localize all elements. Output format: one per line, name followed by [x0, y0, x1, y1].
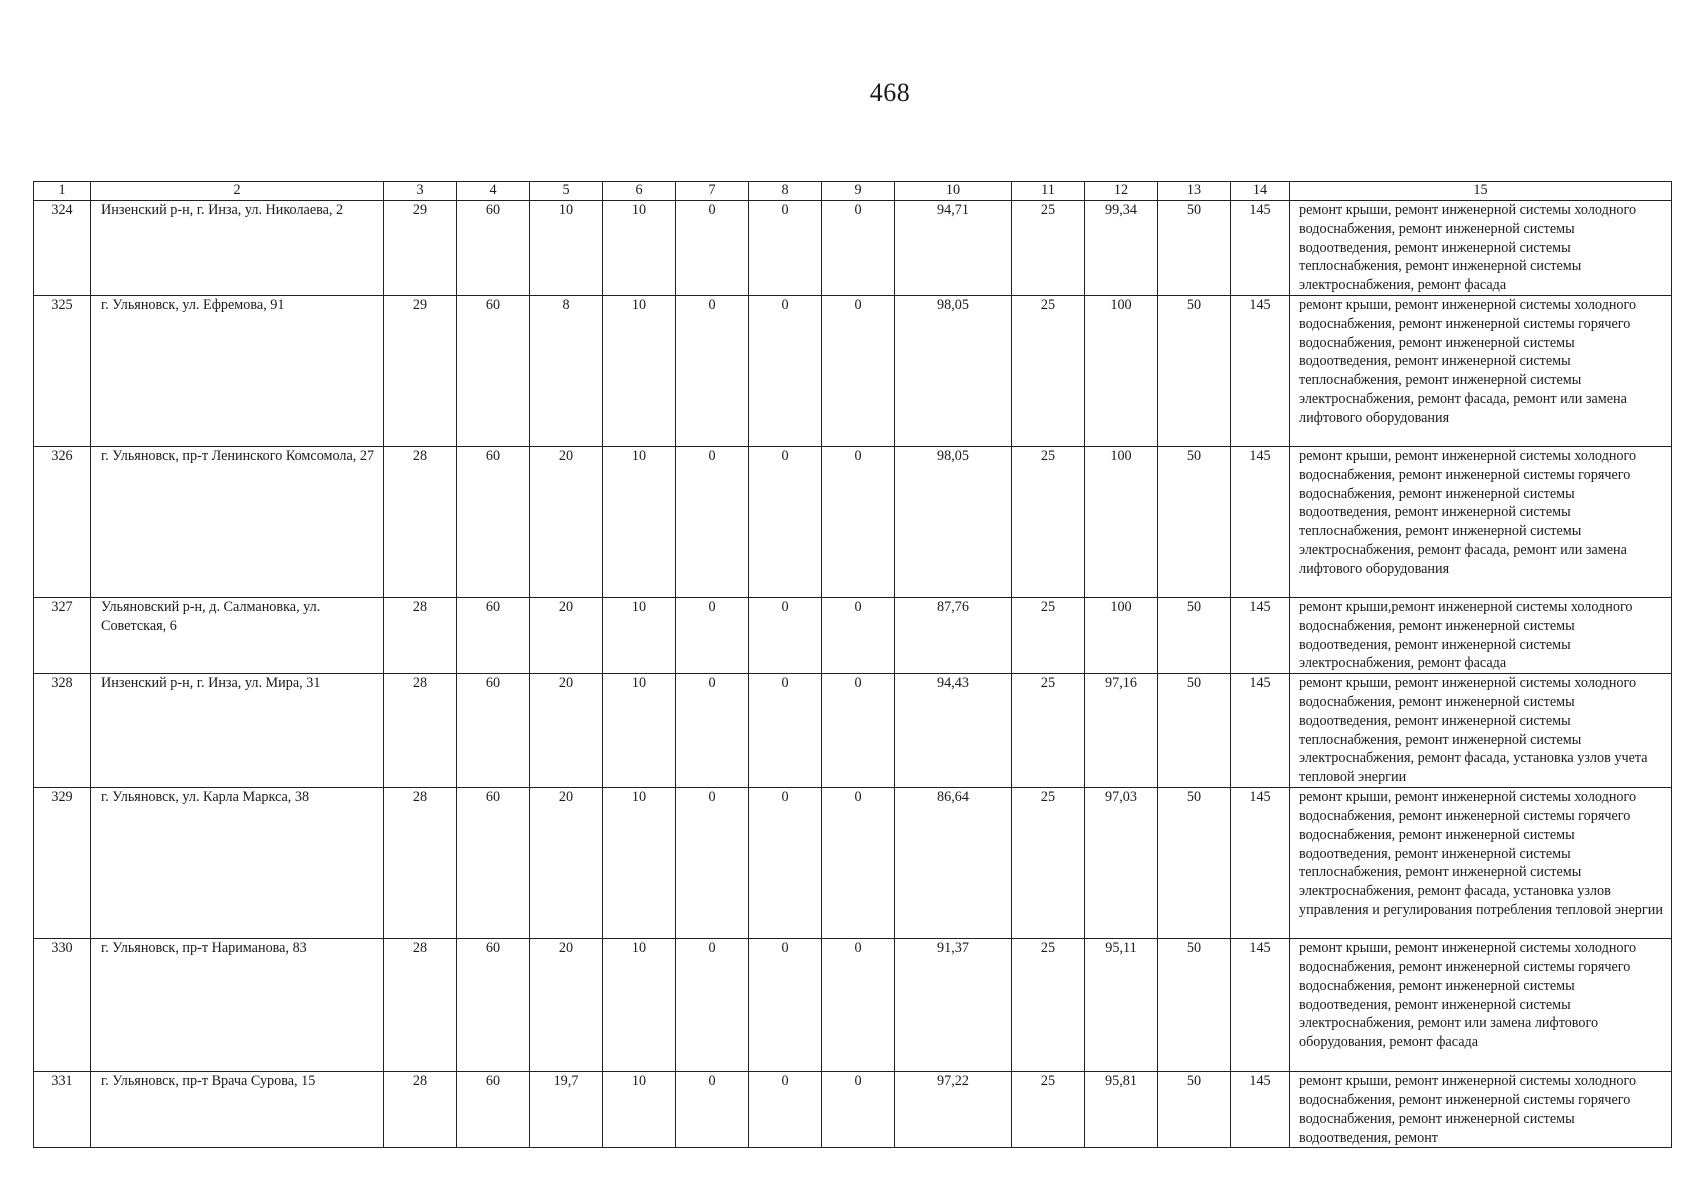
- value-cell: 28: [384, 674, 457, 788]
- value-cell: 98,05: [895, 296, 1012, 447]
- value-cell: 145: [1231, 1072, 1290, 1148]
- column-header: 6: [603, 182, 676, 201]
- value-cell: 86,64: [895, 788, 1012, 939]
- value-cell: 100: [1085, 598, 1158, 674]
- address-cell: г. Ульяновск, ул. Ефремова, 91: [91, 296, 384, 447]
- table-row: [34, 939, 1672, 1072]
- column-header: 14: [1231, 182, 1290, 201]
- value-cell: 25: [1012, 939, 1085, 1072]
- value-cell: 10: [603, 447, 676, 598]
- row-number: 325: [34, 296, 91, 447]
- value-cell: 20: [530, 447, 603, 598]
- column-header: 4: [457, 182, 530, 201]
- table-row: [34, 1072, 1672, 1148]
- value-cell: 0: [749, 674, 822, 788]
- value-cell: 60: [457, 1072, 530, 1148]
- value-cell: 60: [457, 939, 530, 1072]
- value-cell: 28: [384, 447, 457, 598]
- value-cell: 50: [1158, 939, 1231, 1072]
- value-cell: 0: [822, 201, 895, 296]
- column-header: 9: [822, 182, 895, 201]
- value-cell: 50: [1158, 447, 1231, 598]
- table-row: [34, 674, 1672, 788]
- value-cell: 60: [457, 674, 530, 788]
- table-row: [34, 447, 1672, 598]
- value-cell: 28: [384, 788, 457, 939]
- value-cell: 25: [1012, 201, 1085, 296]
- value-cell: 0: [676, 939, 749, 1072]
- value-cell: 100: [1085, 296, 1158, 447]
- value-cell: 60: [457, 788, 530, 939]
- address-cell: г. Ульяновск, пр-т Врача Сурова, 15: [91, 1072, 384, 1148]
- value-cell: 0: [749, 201, 822, 296]
- value-cell: 0: [749, 447, 822, 598]
- value-cell: 10: [530, 201, 603, 296]
- value-cell: 145: [1231, 788, 1290, 939]
- column-header: 11: [1012, 182, 1085, 201]
- value-cell: 20: [530, 598, 603, 674]
- value-cell: 29: [384, 296, 457, 447]
- value-cell: 50: [1158, 1072, 1231, 1148]
- value-cell: 94,71: [895, 201, 1012, 296]
- works-cell: ремонт крыши, ремонт инженерной системы холодного водоснабжения, ремонт инженерной системы горячего водоснабжения, ремонт инженерной системы водоотведения, ремонт инженерной системы электроснабжения, ремонт или замена лифтового оборудования, ремонт фасада: [1290, 939, 1672, 1072]
- value-cell: 50: [1158, 674, 1231, 788]
- value-cell: 97,03: [1085, 788, 1158, 939]
- value-cell: 0: [822, 598, 895, 674]
- value-cell: 60: [457, 296, 530, 447]
- value-cell: 145: [1231, 296, 1290, 447]
- value-cell: 0: [749, 939, 822, 1072]
- row-number: 330: [34, 939, 91, 1072]
- column-header: 15: [1290, 182, 1672, 201]
- row-number: 324: [34, 201, 91, 296]
- value-cell: 10: [603, 939, 676, 1072]
- value-cell: 10: [603, 1072, 676, 1148]
- value-cell: 20: [530, 788, 603, 939]
- value-cell: 29: [384, 201, 457, 296]
- value-cell: 145: [1231, 674, 1290, 788]
- value-cell: 0: [822, 939, 895, 1072]
- address-cell: г. Ульяновск, ул. Карла Маркса, 38: [91, 788, 384, 939]
- works-cell: ремонт крыши, ремонт инженерной системы холодного водоснабжения, ремонт инженерной системы водоотведения, ремонт инженерной системы теплоснабжения, ремонт инженерной системы электроснабжения, ремонт фасада, установка узлов учета тепловой энергии: [1290, 674, 1672, 788]
- value-cell: 10: [603, 598, 676, 674]
- value-cell: 0: [676, 788, 749, 939]
- value-cell: 20: [530, 939, 603, 1072]
- value-cell: 0: [822, 1072, 895, 1148]
- value-cell: 28: [384, 939, 457, 1072]
- value-cell: 25: [1012, 296, 1085, 447]
- row-number: 327: [34, 598, 91, 674]
- value-cell: 60: [457, 598, 530, 674]
- value-cell: 97,16: [1085, 674, 1158, 788]
- column-header: 13: [1158, 182, 1231, 201]
- value-cell: 0: [676, 598, 749, 674]
- column-header: 1: [34, 182, 91, 201]
- value-cell: 95,11: [1085, 939, 1158, 1072]
- value-cell: 28: [384, 1072, 457, 1148]
- value-cell: 94,43: [895, 674, 1012, 788]
- table-row: [34, 296, 1672, 447]
- column-header: 12: [1085, 182, 1158, 201]
- value-cell: 25: [1012, 447, 1085, 598]
- value-cell: 91,37: [895, 939, 1012, 1072]
- value-cell: 0: [822, 296, 895, 447]
- value-cell: 99,34: [1085, 201, 1158, 296]
- value-cell: 0: [749, 598, 822, 674]
- column-header: 8: [749, 182, 822, 201]
- works-cell: ремонт крыши, ремонт инженерной системы холодного водоснабжения, ремонт инженерной системы водоотведения, ремонт инженерной системы теплоснабжения, ремонт инженерной системы электроснабжения, ремонт фасада: [1290, 201, 1672, 296]
- works-cell: ремонт крыши, ремонт инженерной системы холодного водоснабжения, ремонт инженерной системы горячего водоснабжения, ремонт инженерной системы водоотведения, ремонт инженерной системы теплоснабжения, ремонт инженерной системы электроснабжения, ремонт фасада, ремонт или замена лифтового оборудования: [1290, 447, 1672, 598]
- value-cell: 145: [1231, 598, 1290, 674]
- address-cell: Ульяновский р-н, д. Салмановка, ул. Советская, 6: [91, 598, 384, 674]
- value-cell: 0: [749, 1072, 822, 1148]
- value-cell: 0: [676, 674, 749, 788]
- table-row: [34, 598, 1672, 674]
- value-cell: 100: [1085, 447, 1158, 598]
- row-number: 329: [34, 788, 91, 939]
- value-cell: 8: [530, 296, 603, 447]
- value-cell: 98,05: [895, 447, 1012, 598]
- value-cell: 0: [822, 788, 895, 939]
- row-number: 331: [34, 1072, 91, 1148]
- column-header: 7: [676, 182, 749, 201]
- value-cell: 50: [1158, 788, 1231, 939]
- value-cell: 0: [822, 674, 895, 788]
- value-cell: 0: [822, 447, 895, 598]
- value-cell: 145: [1231, 201, 1290, 296]
- value-cell: 0: [676, 1072, 749, 1148]
- table-row: [34, 201, 1672, 296]
- value-cell: 50: [1158, 598, 1231, 674]
- column-header: 10: [895, 182, 1012, 201]
- value-cell: 19,7: [530, 1072, 603, 1148]
- value-cell: 28: [384, 598, 457, 674]
- header-row: [34, 182, 1672, 201]
- value-cell: 25: [1012, 598, 1085, 674]
- value-cell: 95,81: [1085, 1072, 1158, 1148]
- value-cell: 10: [603, 674, 676, 788]
- works-cell: ремонт крыши, ремонт инженерной системы холодного водоснабжения, ремонт инженерной системы горячего водоснабжения, ремонт инженерной системы водоотведения, ремонт: [1290, 1072, 1672, 1148]
- value-cell: 25: [1012, 674, 1085, 788]
- column-header: 2: [91, 182, 384, 201]
- value-cell: 60: [457, 201, 530, 296]
- value-cell: 0: [749, 296, 822, 447]
- address-cell: Инзенский р-н, г. Инза, ул. Николаева, 2: [91, 201, 384, 296]
- works-cell: ремонт крыши, ремонт инженерной системы холодного водоснабжения, ремонт инженерной системы горячего водоснабжения, ремонт инженерной системы водоотведения, ремонт инженерной системы теплоснабжения, ремонт инженерной системы электроснабжения, ремонт фасада, ремонт или замена лифтового оборудования: [1290, 296, 1672, 447]
- column-header: 3: [384, 182, 457, 201]
- row-number: 326: [34, 447, 91, 598]
- value-cell: 60: [457, 447, 530, 598]
- value-cell: 25: [1012, 1072, 1085, 1148]
- value-cell: 10: [603, 201, 676, 296]
- value-cell: 145: [1231, 939, 1290, 1072]
- value-cell: 0: [676, 447, 749, 598]
- value-cell: 0: [749, 788, 822, 939]
- value-cell: 50: [1158, 296, 1231, 447]
- row-number: 328: [34, 674, 91, 788]
- value-cell: 25: [1012, 788, 1085, 939]
- value-cell: 97,22: [895, 1072, 1012, 1148]
- repair-program-table: [33, 181, 1672, 1148]
- page-number: 468: [869, 78, 911, 107]
- value-cell: 50: [1158, 201, 1231, 296]
- column-header: 5: [530, 182, 603, 201]
- works-cell: ремонт крыши,ремонт инженерной системы холодного водоснабжения, ремонт инженерной системы водоотведения, ремонт инженерной системы электроснабжения, ремонт фасада: [1290, 598, 1672, 674]
- works-cell: ремонт крыши, ремонт инженерной системы холодного водоснабжения, ремонт инженерной системы горячего водоснабжения, ремонт инженерной системы водоотведения, ремонт инженерной системы теплоснабжения, ремонт инженерной системы электроснабжения, ремонт фасада, установка узлов управления и регулирования потребления тепловой энергии: [1290, 788, 1672, 939]
- value-cell: 145: [1231, 447, 1290, 598]
- address-cell: г. Ульяновск, пр-т Нариманова, 83: [91, 939, 384, 1072]
- address-cell: Инзенский р-н, г. Инза, ул. Мира, 31: [91, 674, 384, 788]
- value-cell: 20: [530, 674, 603, 788]
- value-cell: 10: [603, 788, 676, 939]
- value-cell: 87,76: [895, 598, 1012, 674]
- address-cell: г. Ульяновск, пр-т Ленинского Комсомола, 27: [91, 447, 384, 598]
- table-row: [34, 788, 1672, 939]
- value-cell: 0: [676, 201, 749, 296]
- value-cell: 0: [676, 296, 749, 447]
- value-cell: 10: [603, 296, 676, 447]
